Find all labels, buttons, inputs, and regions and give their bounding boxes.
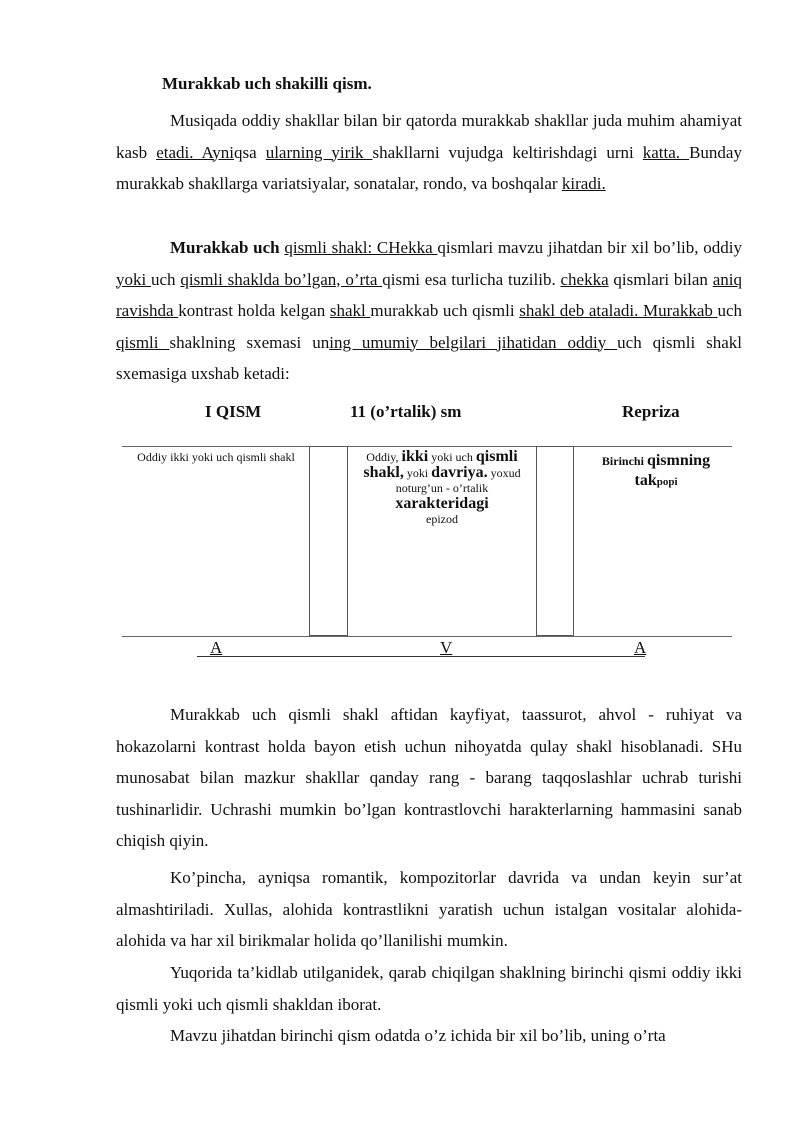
- bold-text: Birinchi: [601, 454, 647, 468]
- text: shaklning sxemasi un: [169, 332, 330, 352]
- bold-text: xarakteridagi: [395, 495, 489, 512]
- text: Mavzu jihatdan birinchi qism odatda o’z ichida bir xil bo’lib, uning o’rta: [170, 1026, 666, 1045]
- text: Oddiy,: [366, 450, 402, 464]
- text: yoki uch: [428, 450, 476, 464]
- underlined-text: yoki: [116, 269, 152, 289]
- underlined-text: ularning yirik: [265, 142, 373, 162]
- bold-text: popi: [656, 476, 678, 488]
- scheme-letter-v: V: [440, 638, 453, 657]
- bold-text: qismning: [646, 452, 711, 469]
- text: shakllarni vujudga keltirishdagi urni: [372, 142, 643, 162]
- text: epizod: [426, 512, 458, 526]
- paragraph-1: [116, 105, 742, 200]
- text: murakkab uch qismli: [370, 301, 520, 320]
- text: uch: [717, 301, 743, 320]
- scheme-title-repriza: Repriza: [622, 402, 680, 421]
- text: Bunday murakkab shakllarga variatsiyalar, sonatalar, rondo, va boshqalar: [116, 142, 742, 193]
- text: Yuqorida ta’kidlab utilganidek, qarab chiqilgan shaklning birinchi qismi oddiy ikki qismli yoki uch qismli shakldan iborat.: [116, 963, 742, 1014]
- bold-text: shakl,: [363, 464, 404, 481]
- paragraph-6: [116, 1020, 742, 1052]
- scheme-cell-part-2: [348, 449, 536, 527]
- bold-text: davriya.: [431, 464, 488, 481]
- underlined-text: chekka: [560, 269, 609, 289]
- text: noturg’un - o’rtalik: [395, 481, 489, 495]
- text: Ko’pincha, ayniqsa romantik, kompozitorlar davrida va undan keyin sur’at almashtiriladi. Xullas, alohida kontrastlikni yaratish uchun istalgan vositalar alohida-alohida va har xil birikmalar holida qo’llanilishi mumkin.: [116, 868, 742, 950]
- underlined-text: aniq ravishda: [116, 269, 742, 320]
- underlined-text: etadi. Ayni: [156, 142, 234, 162]
- scheme-letter-underline: [197, 656, 645, 657]
- bold-text: ikki: [401, 448, 429, 465]
- paragraph-4: [116, 862, 742, 957]
- scheme-divider-right: [536, 446, 574, 636]
- scheme-title-part-2: 11 (o’rtalik) sm: [350, 402, 462, 421]
- text: kontrast holda kelgan: [178, 301, 330, 320]
- scheme-divider-left: [309, 446, 348, 636]
- scheme-title-part-1: I QISM: [205, 402, 262, 421]
- underlined-text: shakl deb ataladi. Murakkab: [519, 301, 718, 320]
- paragraph-2: [116, 232, 742, 390]
- text: qsa: [234, 142, 266, 162]
- text: yoki: [403, 466, 432, 480]
- text: Murakkab uch qismli shakl aftidan kayfiyat, taassurot, ahvol - ruhiyat va hokazolarni kontrast holda bayon etish uchun nihoyatda qulay shakl hisoblanadi. SHu munosabat bilan mazkur shakllar qanday rang - barang taqqoslashlar uchrab turishi tushinarlidir. Uchrashi mumkin bo’lgan kontrastlovchi harakterlarning hammasini sanab chiqish qiyin.: [116, 705, 742, 850]
- text: qismi esa turlicha tuzilib.: [382, 269, 561, 289]
- text: Musiqada oddiy shakllar bilan bir qatorda murakkab shakllar juda muhim ahamiyat kasb: [116, 111, 742, 162]
- section-heading: Murakkab uch shakilli qism.: [162, 74, 372, 93]
- paragraph-3: [116, 699, 742, 857]
- text: uch: [151, 269, 181, 289]
- scheme-cell-part-1: Oddiy ikki yoki uch qismli shakl: [137, 450, 295, 464]
- underlined-text: kiradi.: [561, 174, 606, 193]
- scheme-cell-repriza: [576, 451, 736, 492]
- underlined-text: qismli: [116, 332, 170, 352]
- scheme-letter-a-1: A: [210, 638, 223, 657]
- scheme-top-line: [122, 446, 732, 447]
- paragraph-5: [116, 957, 742, 1020]
- scheme-bottom-line: [122, 636, 732, 637]
- underlined-text: qismli shaklda bo’lgan, o’rta: [180, 269, 383, 289]
- underlined-text: qismli shakl: CHekka: [284, 238, 438, 257]
- text: uch qismli shakl sxemasiga uxshab ketadi:: [116, 332, 742, 383]
- bold-text: Murakkab uch: [170, 238, 285, 257]
- bold-text: qismli: [475, 448, 518, 465]
- text: yoxud: [487, 466, 521, 480]
- text: qismlari bilan: [608, 269, 713, 289]
- underlined-text: shakl: [329, 301, 371, 320]
- bold-text: tak: [634, 472, 657, 489]
- text: qismlari mavzu jihatdan bir xil bo’lib, oddiy: [437, 238, 742, 257]
- underlined-text: katta.: [642, 142, 690, 162]
- scheme-letter-a-2: A: [634, 638, 647, 657]
- underlined-text: ing umumiy belgilari jihatidan oddiy: [329, 332, 618, 352]
